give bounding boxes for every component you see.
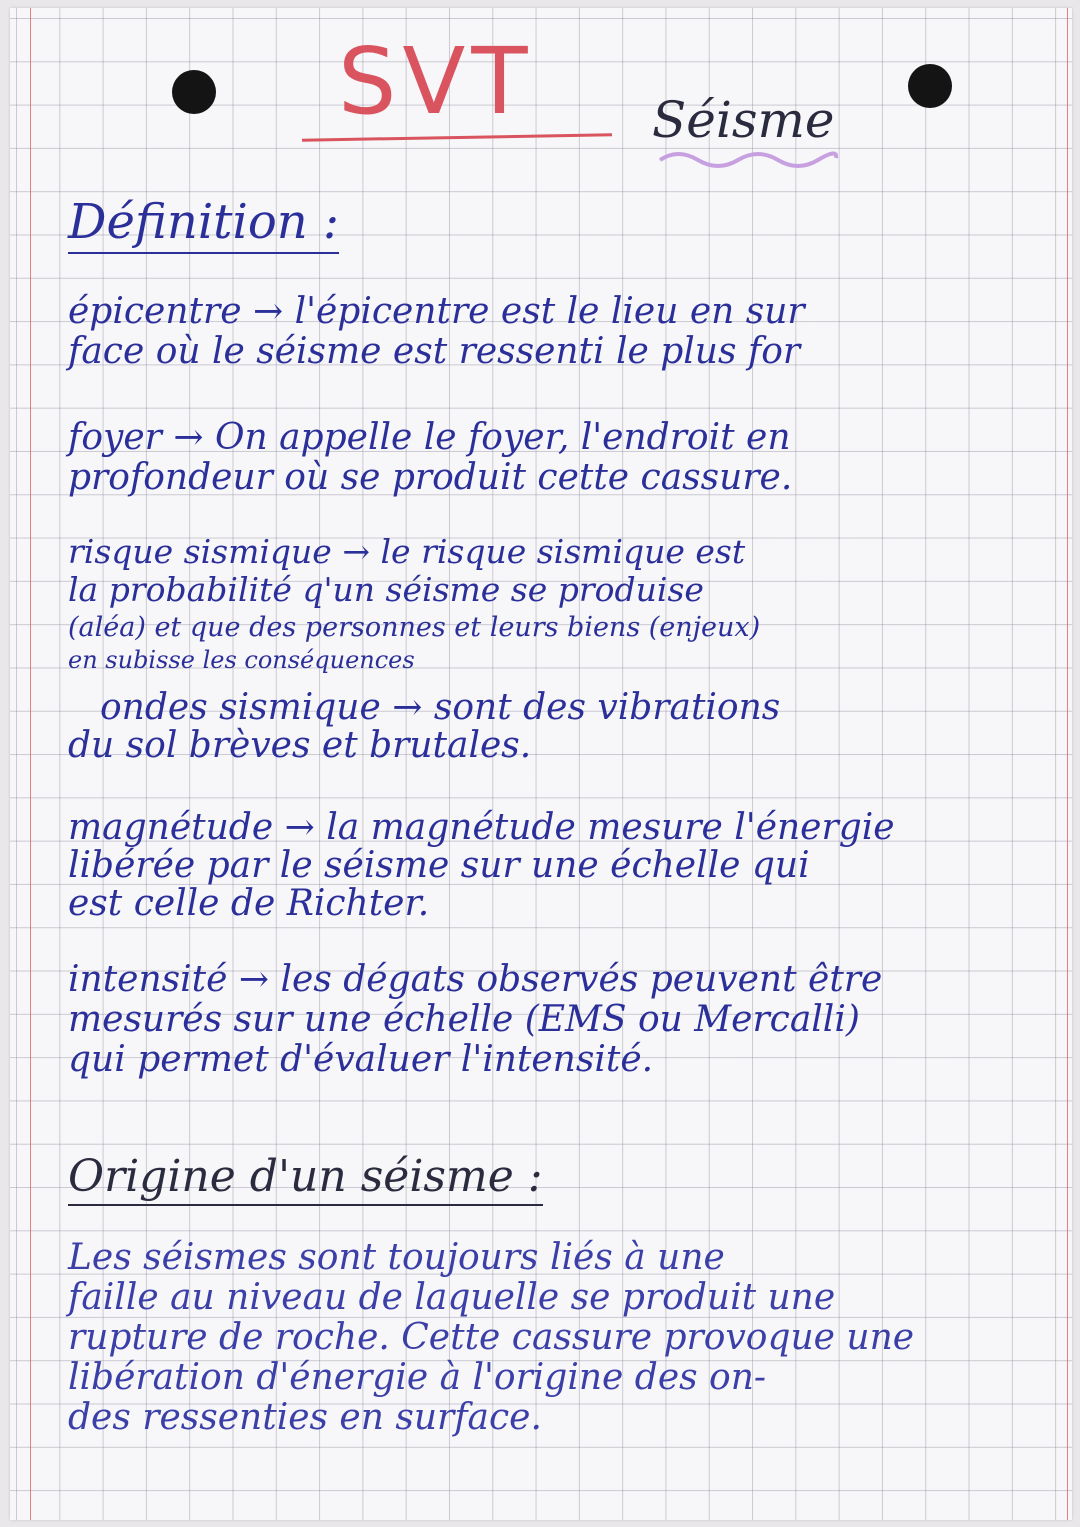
definition-term: foyer (68, 417, 162, 458)
definition-risque-line-3: (aléa) et que des personnes et leurs biens (enjeux) (68, 612, 761, 643)
definition-foyer-line-2: profondeur où se produit cette cassure. (68, 457, 793, 498)
definitions-heading: Définition : (68, 194, 339, 250)
definition-risque-line-1: risque sismique → le risque sismique est (68, 532, 746, 571)
binder-hole-right (908, 64, 952, 108)
definition-intensite-line-2: mesurés sur une échelle (EMS ou Mercalli) (68, 999, 860, 1040)
definition-term: risque sismique (68, 532, 332, 571)
definition-term: magnétude (68, 807, 274, 848)
topic-squiggle (658, 146, 838, 172)
definition-magnetude-line-3: est celle de Richter. (68, 883, 430, 924)
left-margin-line (30, 8, 31, 1520)
origin-line-1: Les séismes sont toujours liés à une (68, 1237, 725, 1278)
origin-line-2: faille au niveau de laquelle se produit une (68, 1277, 836, 1318)
definition-term: intensité (68, 959, 228, 1000)
definition-magnetude-line-1: magnétude → la magnétude mesure l'énergie (68, 807, 895, 848)
definition-term: épicentre (68, 291, 242, 332)
definition-intensite-line-1: intensité → les dégats observés peuvent être (68, 959, 883, 1000)
definition-term: ondes sismique (100, 687, 381, 728)
binder-hole-left (172, 70, 216, 114)
topic-title: Séisme (652, 91, 835, 149)
definition-foyer-line-1: foyer → On appelle le foyer, l'endroit en (68, 417, 791, 458)
definition-epicentre-line-2: face où le séisme est ressenti le plus for (68, 331, 801, 372)
definition-intensite-line-3: qui permet d'évaluer l'intensité. (68, 1039, 654, 1080)
subject-title: SVT (338, 28, 534, 135)
definition-risque-line-4: en subisse les conséquences (68, 646, 415, 674)
definition-ondes-line-1: ondes sismique → sont des vibrations (100, 687, 781, 728)
origin-line-4: libération d'énergie à l'origine des on- (68, 1357, 767, 1398)
definition-magnetude-line-2: libérée par le séisme sur une échelle qui (68, 845, 810, 886)
definition-risque-line-2: la probabilité q'un séisme se produise (68, 570, 704, 609)
notebook-page (10, 8, 1072, 1520)
definition-epicentre-line-1: épicentre → l'épicentre est le lieu en sur (68, 291, 805, 332)
origin-line-3: rupture de roche. Cette cassure provoque une (68, 1317, 915, 1358)
origin-line-5: des ressenties en surface. (68, 1397, 542, 1438)
origin-heading: Origine d'un séisme : (68, 1152, 543, 1202)
definition-ondes-line-2: du sol brèves et brutales. (68, 725, 532, 766)
